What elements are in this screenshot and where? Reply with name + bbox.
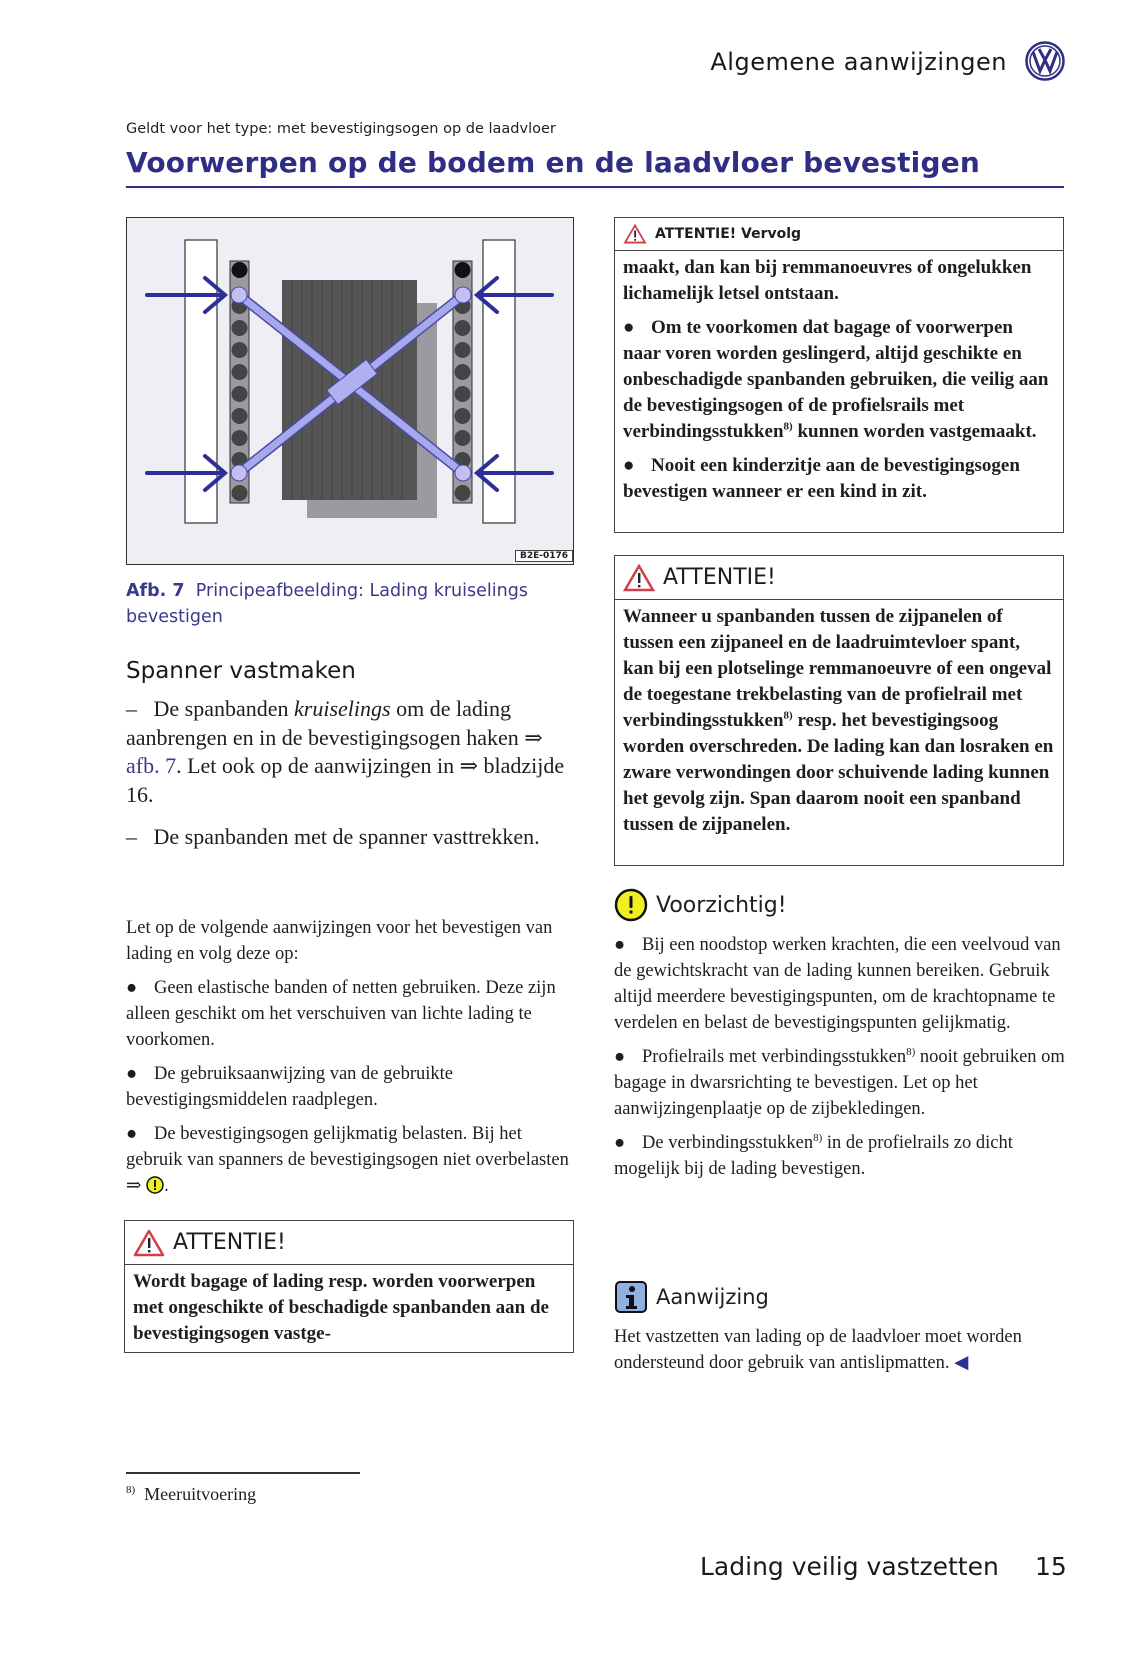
warning-bullet: ● Om te voorkomen dat bagage of voorwerpen naar voren worden geslingerd, altijd geschikte en onbeschadigde spanbanden gebruiken, die veilig aan de bevestigingsogen of de profielsrails met verbindingsstukken$^{8)}$ kunnen worden vastgemaakt.: [623, 317, 1049, 442]
figure-caption-text: Principeafbeelding: Lading kruiselings bevestigen: [126, 581, 528, 627]
figure-cargo-cross-strapping: [126, 217, 574, 565]
warning-box: [124, 1220, 574, 1353]
subsection-heading: Spanner vastmaken: [126, 658, 356, 684]
section-title: Voorwerpen op de bodem en de laadvloer bevestigen: [126, 146, 981, 179]
warning-header: [125, 1221, 573, 1265]
title-rule: [126, 186, 1064, 188]
footnote-rule: [126, 1472, 360, 1474]
warning-triangle-icon: [133, 1229, 165, 1257]
warning-header: [615, 556, 1063, 600]
footer-chapter-title: Lading veilig vastzetten: [700, 1552, 999, 1581]
warning-title: ATTENTIE!: [173, 1230, 286, 1255]
instruction-bullet: ● De gebruiksaanwijzing van de gebruikte bevestigingsmiddelen raadplegen.: [126, 1064, 453, 1110]
figure-label: Afb. 7: [126, 581, 185, 601]
figure-caption: [126, 578, 576, 630]
figure-code: B2E-0176: [515, 550, 573, 562]
note-header: [614, 1280, 1066, 1314]
caution-bullet: ● De verbindingsstukken$^{8)}$ in de profielrails zo dicht mogelijk bij de lading bevestigen.: [614, 1131, 1013, 1179]
caution-title: Voorzichtig!: [656, 892, 787, 918]
caution-list: [614, 932, 1066, 1182]
warning-continued-title: ATTENTIE! Vervolg: [655, 226, 802, 242]
caution-section: [614, 888, 1066, 1190]
note-title: Aanwijzing: [656, 1285, 769, 1309]
warning-triangle-icon: [623, 564, 655, 592]
instruction-bullet: ● Geen elastische banden of netten gebruiken. Deze zijn alleen geschikt om het verschuiven van lichte lading te voorkomen.: [126, 978, 556, 1050]
page-number: 15: [1035, 1552, 1067, 1581]
footnote-mark: 8): [126, 1484, 136, 1496]
warning-continued-box: [614, 217, 1064, 533]
instructions-list: [126, 915, 576, 1207]
vw-logo-icon: [1025, 41, 1065, 81]
section-end-marker-icon: ◀: [954, 1353, 969, 1373]
caution-bullet: ● Profielrails met verbindingsstukken$^{8)}$ nooit gebruiken om bagage in dwarsrichting te bevestigen. Let op het aanwijzingenplaatje op de zijbekledingen.: [614, 1045, 1065, 1119]
warning-text: Wordt bagage of lading resp. worden voorwerpen met ongeschikte of beschadigde spanbanden aan de bevestigingsogen vastge-: [133, 1271, 549, 1344]
info-icon: [614, 1280, 648, 1314]
footnote: [126, 1484, 256, 1505]
type-applicability-note: Geldt voor het type: met bevestigingsogen op de laadvloer: [126, 121, 556, 137]
caution-header: [614, 888, 1066, 922]
caution-icon: [614, 888, 648, 922]
caution-bullet: ● Bij een noodstop werken krachten, die een veelvoud van de gewichtskracht van de lading kunnen bereiken. Gebruik altijd meerdere bevestigingspunten, om de krachtopname te verdelen en belast de bevestigingspunten gelijkmatig.: [614, 935, 1061, 1033]
step-2: – De spanbanden met de spanner vasttrekken.: [126, 824, 540, 849]
cargo-strap-illustration: [127, 218, 572, 563]
warning-bullet: ● Nooit een kinderzitje aan de bevestigingsogen bevestigen wanneer er een kind in zit.: [623, 455, 1020, 502]
note-section: [614, 1280, 1066, 1376]
caution-icon: [146, 1176, 164, 1194]
warning-triangle-icon: [623, 224, 647, 244]
note-text: Het vastzetten van lading op de laadvloer moet worden ondersteund door gebruik van antislipmatten. ◀: [614, 1327, 1022, 1373]
step-1: – De spanbanden kruiselings om de lading aanbrengen en in de bevestigingsogen haken ⇒ afb. 7. Let ook op de aanwijzingen in ⇒ bladzijde 16.: [126, 696, 565, 807]
warning-text: Wanneer u spanbanden tussen de zijpanelen of tussen een zijpaneel en de laadruimtevloer spant, kan bij een plotselinge remmanoeuvre of een ongeval de toegestane trekbelasting van de profielrail met verbindingsstukken$^{8)}$ resp. het bevestigingsoog worden overschreden. De lading kan dan losraken en zware verwondingen door schuivende lading kunnen het gevolg zijn. Span daarom nooit een spanband tussen de zijpanelen.: [623, 606, 1054, 835]
warning-box-side-panels: [614, 555, 1064, 866]
figure-link[interactable]: afb. 7: [126, 753, 177, 778]
running-header-title: Algemene aanwijzingen: [710, 48, 1007, 76]
footnote-text: Meeruitvoering: [144, 1484, 257, 1504]
instruction-bullet: ● De bevestigingsogen gelijkmatig belasten. Bij het gebruik van spanners de bevestigingsogen niet overbelasten ⇒ .: [126, 1124, 569, 1196]
instructions-intro: Let op de volgende aanwijzingen voor het bevestigen van lading en volg deze op:: [126, 918, 553, 964]
warning-continued-body: maakt, dan kan bij remmanoeuvres of ongelukken lichamelijk letsel ontstaan. ● Om te voorkomen dat bagage of voorwerpen naar voren worden geslingerd, altijd geschikte en onbeschadigde spanbanden gebruiken, die veilig aan de bevestigingsogen of de profielsrails met verbindingsstukken$^{8)}$ kunnen worden vastgemaakt. ● Nooit een kinderzitje aan de bevestigingsogen bevestigen wanneer er een kind in zit.: [615, 251, 1063, 517]
step-list: [126, 695, 576, 860]
warning-continued-header: [615, 218, 1063, 251]
warning-title: ATTENTIE!: [663, 565, 776, 590]
